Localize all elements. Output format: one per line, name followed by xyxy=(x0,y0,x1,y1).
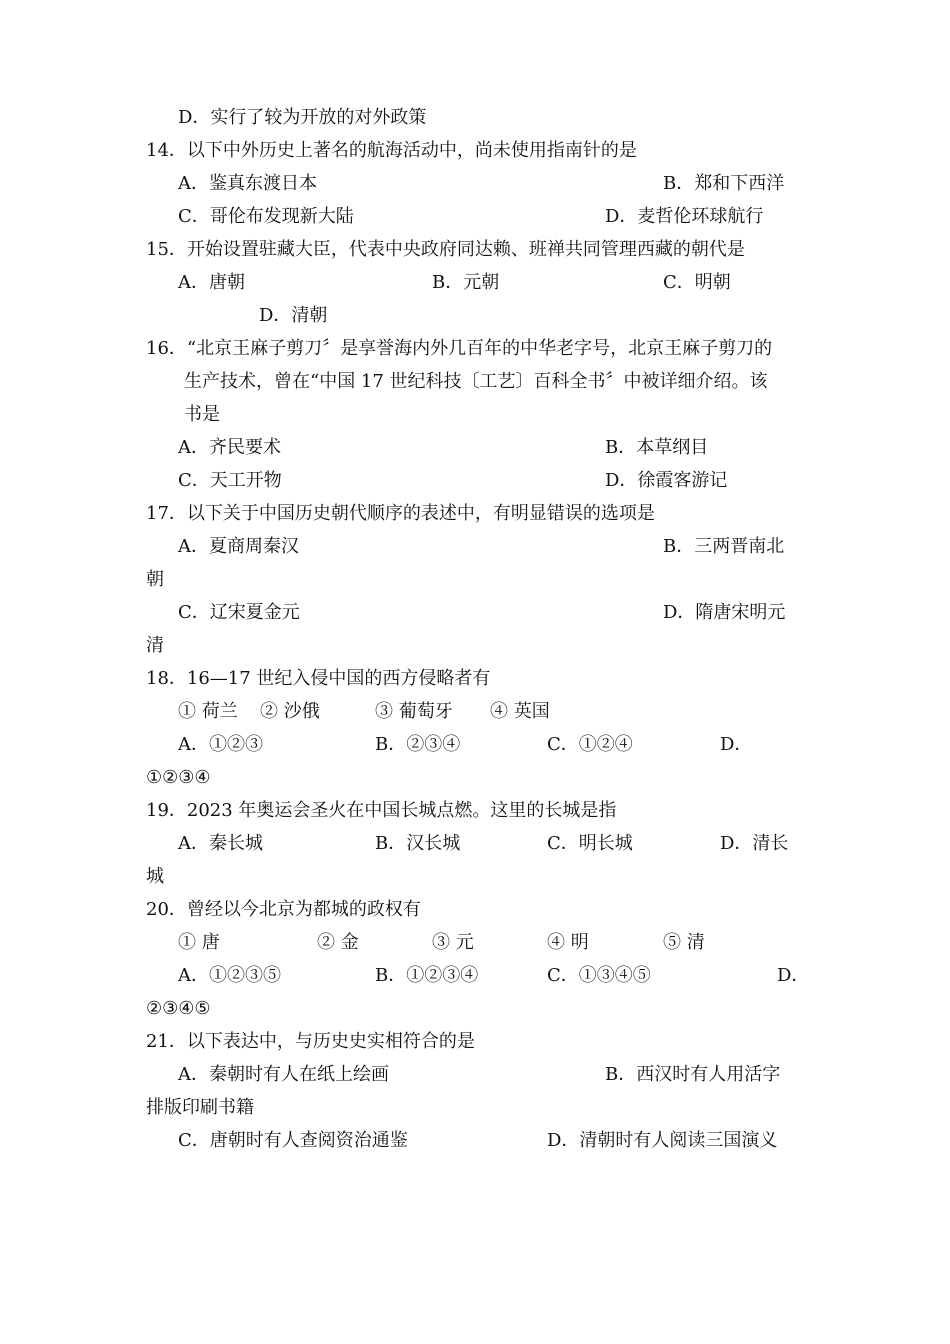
text-line: ①②③④ xyxy=(146,767,211,788)
text-line: C．①②④ xyxy=(547,734,633,755)
text-line: B．郑和下西洋 xyxy=(663,173,785,194)
text-line: C．哥伦布发现新大陆 xyxy=(178,206,354,227)
text-line: D．清朝 xyxy=(259,305,328,326)
text-line: B．①②③④ xyxy=(375,965,479,986)
text-line: ① 唐 xyxy=(178,932,220,953)
text-line: 书是 xyxy=(184,404,220,425)
text-line: 生产技术，曾在“中国 17 世纪科技〔工艺〕百科全书〞中被详细介绍。该 xyxy=(184,371,768,392)
text-line: D．徐霞客游记 xyxy=(605,470,728,491)
text-line: D．清长 xyxy=(720,833,789,854)
text-line: C．明长城 xyxy=(547,833,633,854)
text-line: A．①②③⑤ xyxy=(178,965,281,986)
text-line: C．明朝 xyxy=(663,272,731,293)
text-line: D． xyxy=(720,734,753,755)
text-line: D．隋唐宋明元 xyxy=(663,602,786,623)
text-line: A．鉴真东渡日本 xyxy=(178,173,317,194)
text-line: A．唐朝 xyxy=(178,272,245,293)
text-line: ④ 明 xyxy=(547,932,589,953)
text-line: ③ 元 xyxy=(432,932,474,953)
text-line: ① 荷兰 xyxy=(178,701,238,722)
text-line: D．清朝时有人阅读三国演义 xyxy=(547,1130,778,1151)
text-line: A．①②③ xyxy=(178,734,263,755)
text-line: 15．开始设置驻藏大臣，代表中央政府同达赖、班禅共同管理西藏的朝代是 xyxy=(146,239,745,260)
text-line: C．唐朝时有人查阅资治通鉴 xyxy=(178,1130,408,1151)
text-line: ⑤ 清 xyxy=(663,932,705,953)
text-line: 14．以下中外历史上著名的航海活动中，尚未使用指南针的是 xyxy=(146,140,637,161)
text-line: D．麦哲伦环球航行 xyxy=(605,206,764,227)
text-line: 清 xyxy=(146,635,164,656)
text-line: 17．以下关于中国历史朝代顺序的表述中，有明显错误的选项是 xyxy=(146,503,655,524)
text-line: D． xyxy=(777,965,810,986)
text-line: 16．“北京王麻子剪刀〞是享誉海内外几百年的中华老字号，北京王麻子剪刀的 xyxy=(146,338,773,359)
text-line: B．元朝 xyxy=(432,272,500,293)
text-line: ③ 葡萄牙 xyxy=(375,701,453,722)
text-line: 排版印刷书籍 xyxy=(146,1097,254,1118)
text-line: B．西汉时有人用活字 xyxy=(605,1064,781,1085)
text-line: A．夏商周秦汉 xyxy=(178,536,299,557)
text-line: B．②③④ xyxy=(375,734,461,755)
text-line: A．齐民要术 xyxy=(178,437,281,458)
text-line: ②③④⑤ xyxy=(146,998,211,1019)
text-line: B．汉长城 xyxy=(375,833,461,854)
text-line: C．天工开物 xyxy=(178,470,282,491)
text-line: 19．2023 年奥运会圣火在中国长城点燃。这里的长城是指 xyxy=(146,800,617,821)
text-line: C．①③④⑤ xyxy=(547,965,651,986)
text-line: C．辽宋夏金元 xyxy=(178,602,300,623)
text-line: B．本草纲目 xyxy=(605,437,709,458)
text-line: ② 金 xyxy=(317,932,359,953)
text-line: ④ 英国 xyxy=(490,701,550,722)
text-line: A．秦长城 xyxy=(178,833,263,854)
text-line: B．三两晋南北 xyxy=(663,536,785,557)
text-line: 18．16—17 世纪入侵中国的西方侵略者有 xyxy=(146,668,491,689)
text-line: 城 xyxy=(146,866,164,887)
text-line: 朝 xyxy=(146,569,164,590)
text-line: 21．以下表达中，与历史史实相符合的是 xyxy=(146,1031,475,1052)
text-line: ② 沙俄 xyxy=(260,701,320,722)
text-line: D．实行了较为开放的对外政策 xyxy=(178,107,427,128)
text-line: A．秦朝时有人在纸上绘画 xyxy=(178,1064,389,1085)
text-line: 20．曾经以今北京为都城的政权有 xyxy=(146,899,421,920)
